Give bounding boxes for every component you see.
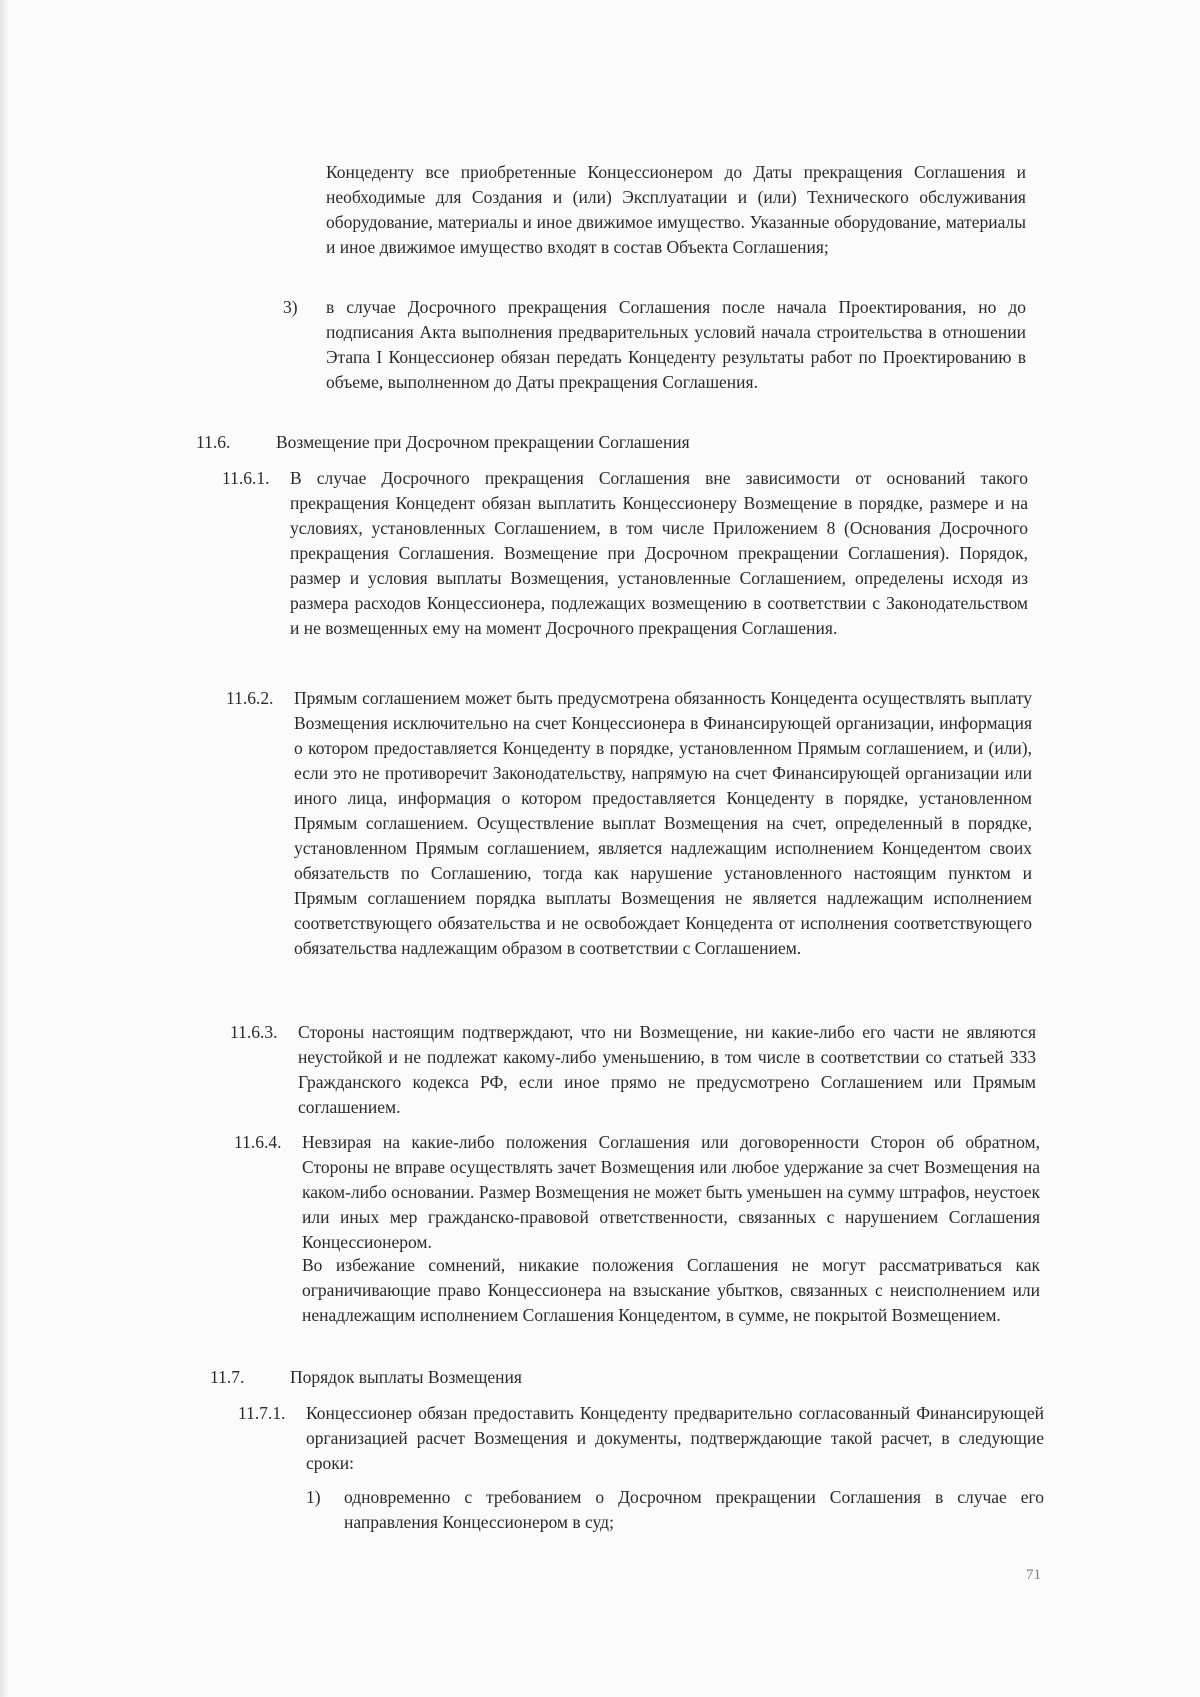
clause-11-6-3-text: Стороны настоящим подтверждают, что ни Возмещение, ни какие-либо его части не являются неустойкой и не подлежат какому-либо уменьшению, в том числе в соответствии со статьей 333 Гражданского кодекса РФ, если иное прямо не предусмотрено Соглашением или Прямым соглашением. (298, 1022, 1036, 1117)
clause-11-6-2-text: Прямым соглашением может быть предусмотрена обязанность Концедента осуществлять выплату Возмещения исключительно на счет Концессионера в Финансирующей организации, информация о котором предоставляется Концеденту в порядке, установленном Прямым соглашением, и (или), если это не противоречит Законодательству, напрямую на счет Финансирующей организации или иного лица, информация о котором предоставляется Концеденту в порядке, установленном Прямым соглашением. Осуществление выплат Возмещения на счет, определенный в порядке, установленном Прямым соглашением, является надлежащим исполнением Концедентом своих обязательств по Соглашению, тогда как нарушение установленного настоящим пунктом и Прямым соглашением порядка выплаты Возмещения не является надлежащим исполнением соответствующего обязательства и не освобождает Концедента от исполнения соответствующего обязательства надлежащим образом в соответствии с Соглашением. (294, 688, 1032, 958)
section-11-7-title: Порядок выплаты Возмещения (290, 1367, 522, 1387)
clause-11-6-1-number: 11.6.1. (222, 468, 270, 488)
clause-11-6-4-number: 11.6.4. (234, 1132, 282, 1152)
item-1-text: одновременно с требованием о Досрочном прекращении Соглашения в случае его направления Концессионером в суд; (344, 1487, 1044, 1532)
clause-11-6-1-text: В случае Досрочного прекращения Соглашения вне зависимости от оснований такого прекращения Концедент обязан выплатить Концессионеру Возмещение в порядке, размере и на условиях, установленных Соглашением, в том числе Приложением 8 (Основания Досрочного прекращения Соглашения. Возмещение при Досрочном прекращении Соглашения). Порядок, размер и условия выплаты Возмещения, установленные Соглашением, определены исходя из размера расходов Концессионера, подлежащих возмещению в соответствии с Законодательством и не возмещенных ему на момент Досрочного прекращения Соглашения. (290, 468, 1028, 638)
page-number: 71 (1026, 1567, 1041, 1583)
scan-edge-shadow (0, 0, 8, 1697)
clause-11-6-4-text: Невзирая на какие-либо положения Соглашения или договоренности Сторон об обратном, Стороны не вправе осуществлять зачет Возмещения или любое удержание за счет Возмещения на каком-либо основании. Размер Возмещения не может быть уменьшен на сумму штрафов, неустоек или иных мер гражданско-правовой ответственности, связанных с нарушением Соглашения Концессионером. (302, 1132, 1040, 1252)
item-3-text: в случае Досрочного прекращения Соглашения после начала Проектирования, но до подписания Акта выполнения предварительных условий начала строительства в отношении Этапа I Концессионер обязан передать Концеденту результаты работ по Проектированию в объеме, выполненном до Даты прекращения Соглашения. (326, 297, 1026, 392)
section-11-6-number: 11.6. (196, 432, 231, 452)
clause-11-6-2-number: 11.6.2. (226, 688, 274, 708)
clause-11-7-1-text: Концессионер обязан предоставить Концеденту предварительно согласованный Финансирующей организацией расчет Возмещения и документы, подтверждающие такой расчет, в следующие сроки: (306, 1403, 1044, 1473)
clause-11-7-1-number: 11.7.1. (238, 1403, 286, 1423)
clause-11-6-4-text-2: Во избежание сомнений, никакие положения Соглашения не могут рассматриваться как ограничивающие право Концессионера на взыскание убытков, связанных с неисполнением или ненадлежащим исполнением Соглашения Концедентом, в сумме, не покрытой Возмещением. (302, 1255, 1040, 1325)
section-11-7-number: 11.7. (210, 1367, 245, 1387)
section-11-6-title: Возмещение при Досрочном прекращении Соглашения (276, 432, 690, 452)
continuation-paragraph: Концеденту все приобретенные Концессионером до Даты прекращения Соглашения и необходимые для Создания и (или) Эксплуатации и (или) Технического обслуживания оборудование, материалы и иное движимое имущество. Указанные оборудование, материалы и иное движимое имущество входят в состав Объекта Соглашения; (326, 162, 1026, 257)
item-3-number: 3) (283, 297, 298, 317)
clause-11-6-3-number: 11.6.3. (230, 1022, 278, 1042)
item-1-number: 1) (306, 1487, 321, 1507)
